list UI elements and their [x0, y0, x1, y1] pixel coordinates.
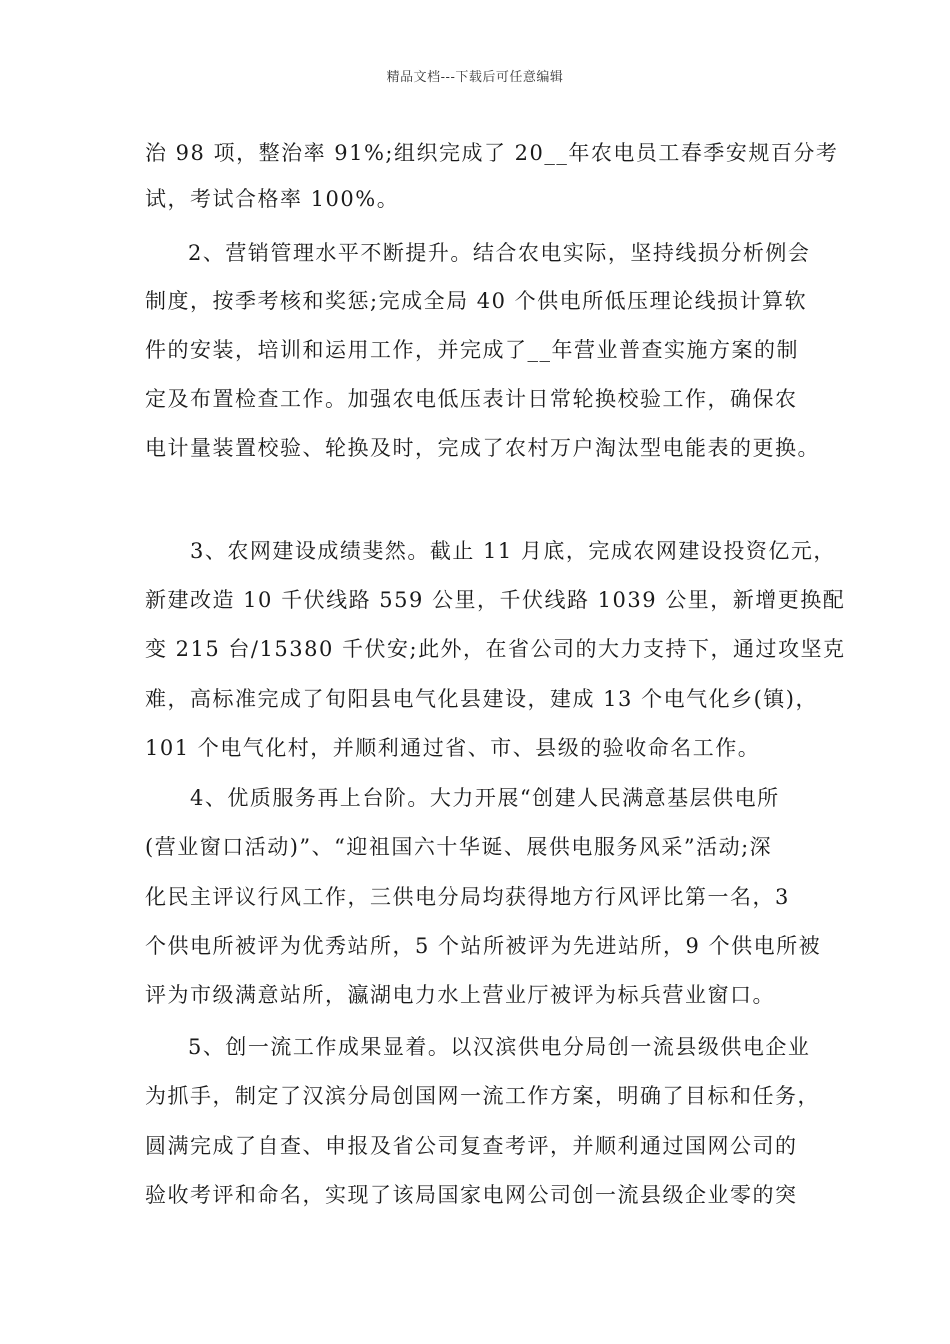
body-line-19: 为抓手，制定了汉滨分局创国网一流工作方案，明确了目标和任务， [145, 1084, 820, 1108]
body-line-8: 3、农网建设成绩斐然。截止 11 月底，完成农网建设投资亿元， [190, 539, 836, 563]
body-line-12: 101 个电气化村，并顺利通过省、市、县级的验收命名工作。 [145, 736, 761, 760]
body-line-5: 件的安装，培训和运用工作，并完成了__年营业普查实施方案的制 [145, 338, 799, 362]
body-line-11: 难，高标准完成了旬阳县电气化县建设，建成 13 个电气化乡(镇)， [145, 687, 818, 711]
body-line-18: 5、创一流工作成果显着。以汉滨供电分局创一流县级供电企业 [188, 1035, 811, 1059]
body-line-6: 定及布置检查工作。加强农电低压表计日常轮换校验工作，确保农 [145, 387, 798, 411]
body-line-16: 个供电所被评为优秀站所，5 个站所被评为先进站所，9 个供电所被 [145, 934, 822, 958]
body-line-20: 圆满完成了自查、申报及省公司复查考评，并顺利通过国网公司的 [145, 1134, 798, 1158]
body-line-17: 评为市级满意站所，瀛湖电力水上营业厅被评为标兵营业窗口。 [145, 983, 775, 1007]
body-line-13: 4、优质服务再上台阶。大力开展“创建人民满意基层供电所 [190, 786, 780, 810]
page-header: 精品文档---下载后可任意编辑 [386, 70, 564, 85]
body-line-21: 验收考评和命名，实现了该局国家电网公司创一流县级企业零的突 [145, 1183, 798, 1207]
body-line-7: 电计量装置校验、轮换及时，完成了农村万户淘汰型电能表的更换。 [145, 436, 820, 460]
body-line-3: 2、营销管理水平不断提升。结合农电实际，坚持线损分析例会 [188, 241, 811, 265]
body-line-10: 变 215 台/15380 千伏安;此外，在省公司的大力支持下，通过攻坚克 [145, 637, 846, 661]
body-line-1: 治 98 项，整治率 91%;组织完成了 20__年农电员工春季安规百分考 [145, 141, 839, 165]
body-line-2: 试，考试合格率 100%。 [145, 187, 400, 211]
body-line-9: 新建改造 10 千伏线路 559 公里，千伏线路 1039 公里，新增更换配 [145, 588, 846, 612]
body-line-4: 制度，按季考核和奖惩;完成全局 40 个供电所低压理论线损计算软 [145, 289, 808, 313]
body-line-14: (营业窗口活动)”、“迎祖国六十华诞、展供电服务风采”活动;深 [145, 835, 773, 859]
body-line-15: 化民主评议行风工作，三供电分局均获得地方行风评比第一名，3 [145, 885, 790, 909]
